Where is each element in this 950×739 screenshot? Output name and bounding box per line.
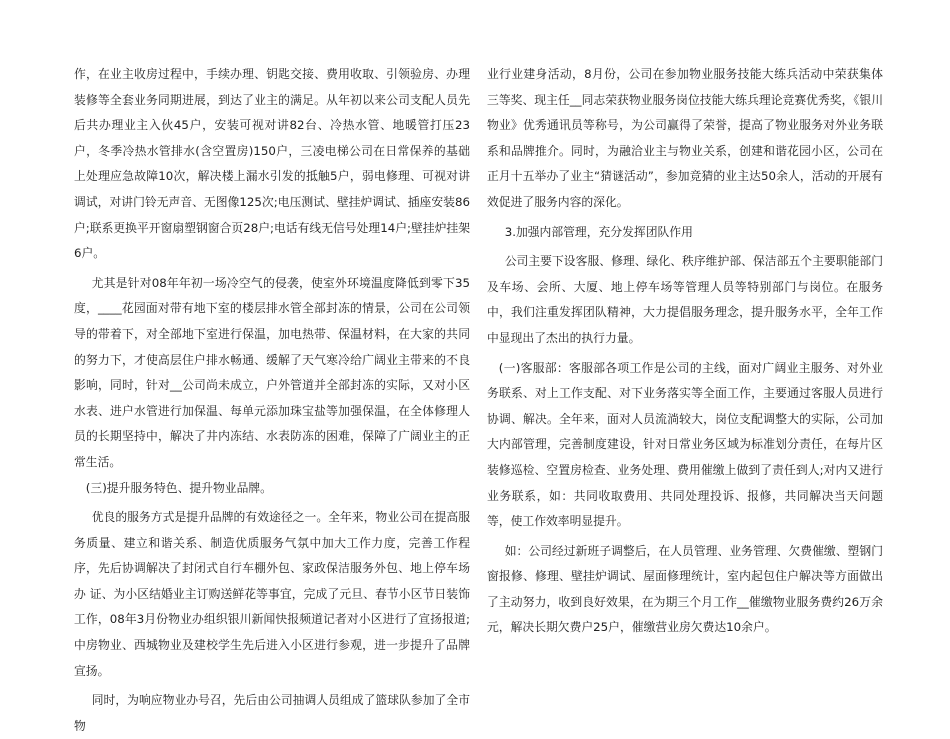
paragraph: (一)客服部：客服部各项工作是公司的主线，面对广阔业主服务、对外业务联系、对上工作支配、对下业务落实等全面工作，主要通过客服人员进行协调、解决。全年来，面对人员流淌较大，岗位支配调整大的实际，公司加大内部管理，完善制度建设，针对日常业务区域为标准划分责任，在每片区装修巡检、空置房检查、业务处理、费用催缴上做到了责任到人;对内又进行业务联系，如：共同收取费用、共同处理投诉、报修，共同解决当天问题等，使工作效率明显提升。 — [487, 360, 883, 529]
paragraph: 同时，为响应物业办号召，先后由公司抽调人员组成了篮球队参加了全市物 — [74, 693, 470, 733]
paragraph: 作，在业主收房过程中，手续办理、钥匙交接、费用收取、引领验房、办理装修等全套业务同期进展，到达了业主的满足。从年初以来公司支配人员先后共办理业主入伙45户，安装可视对讲82台、冷热水管、地暖管打压23户，冬季冷热水管排水(含空置房)150户，三凌电梯公司在日常保养的基础上处理应急故障10次，解决楼上漏水引发的抵触5户，弱电修理、可视对讲调试，对讲门铃无声音、无图像125次;电压测试、壁挂炉调试、插座安装86户;联系更换平开窗扇塑钢窗合页28户;电话有线无信号处理14户;壁挂炉挂架6户。 — [74, 67, 470, 261]
right-column — [487, 62, 883, 641]
paragraph: 优良的服务方式是提升品牌的有效途径之一。全年来，物业公司在提高服务质量、建立和谐关系、制造优质服务气氛中加大工作力度，完善工作程序，先后协调解决了封闭式自行车棚外包、家政保洁服务外包、地上停车场办 证、为小区结婚业主订购送鲜花等事宜，完成了元旦、春节小区节日装饰工作，08年3月份物业办组织银川新闻快报频道记者对小区进行了宣扬报道;中房物业、西城物业及建校学生先后进入小区进行参观，进一步提升了品牌宣扬。 — [74, 510, 470, 678]
paragraph: 业行业建身活动，8月份，公司在参加物业服务技能大练兵活动中荣获集体三等奖、现主任__同志荣获物业服务岗位技能大练兵理论竞赛优秀奖，《银川物业》优秀通讯员等称号，为公司赢得了荣誉，提高了物业服务对外业务联系和品牌推介。同时，为融洽业主与物业关系，创建和谐花园小区，公司在正月十五举办了业主“猜谜活动”，参加竞猜的业主达50余人，活动的开展有效促进了服务内容的深化。 — [487, 67, 883, 209]
paragraph: 如：公司经过新班子调整后，在人员管理、业务管理、欠费催缴、塑钢门窗报修、修理、壁挂炉调试、屋面修理统计，室内起包住户解决等方面做出了主动努力，收到良好效果，在为期三个月工作__催缴物业服务费约26万余元，解决长期欠费户25户，催缴营业房欠费达10余户。 — [487, 543, 883, 635]
section-heading: (三)提升服务特色、提升物业品牌。 — [85, 480, 272, 495]
left-column — [74, 62, 470, 739]
paragraph: 公司主要下设客服、修理、绿化、秩序维护部、保洁部五个主要职能部门及车场、会所、大厦、地上停车场等管理人员等特别部门与岗位。在服务中，我们注重发挥团队精神，大力提倡服务理念，提升服务水平，全年工作中显现出了杰出的执行力量。 — [487, 254, 883, 345]
paragraph: 尤其是针对08年年初一场冷空气的侵袭，使室外环境温度降低到零下35度，____花园面对带有地下室的楼层排水管全部封冻的情景，公司在公司领导的带着下，对全部地下室进行保温，加电热带、保温材料，在大家的共同的努力下，才使高层住户排水畅通、缓解了天气寒冷给广阔业主带来的不良影响，同时，针对__公司尚未成立，户外管道并全部封冻的实际，又对小区水表、进户水管进行加保温、每单元添加珠宝盐等加强保温，在全体修理人员的长期坚持中，解决了井内冻结、水表防冻的困难，保障了广阔业主的正常生活。 — [74, 275, 470, 469]
section-heading: 3.加强内部管理，充分发挥团队作用 — [504, 224, 693, 239]
